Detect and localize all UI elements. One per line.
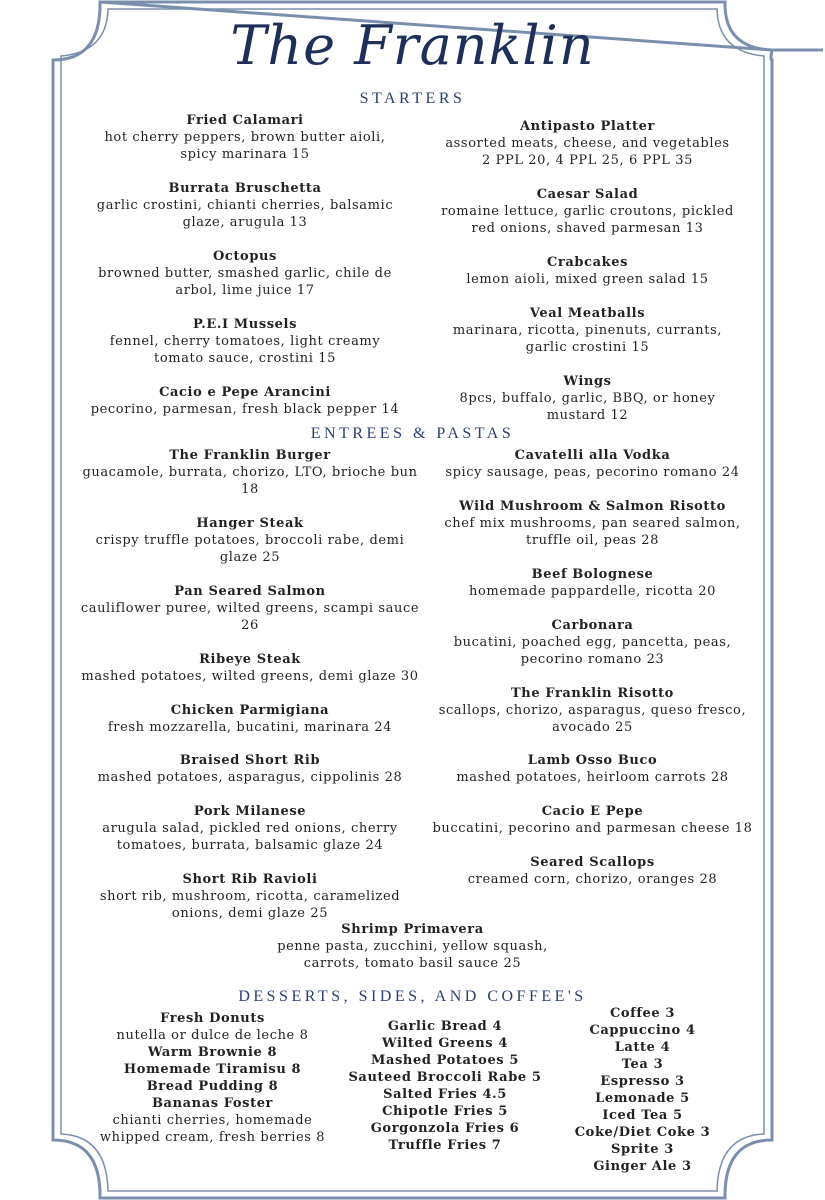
item-name: Cacio E Pepe bbox=[541, 804, 644, 819]
item-desc: spicy sausage, peas, pecorino romano 24 bbox=[445, 465, 740, 480]
item-desc: 26 bbox=[241, 618, 259, 633]
dessert-desc: chianti cherries, homemade bbox=[112, 1113, 313, 1128]
drink-item: Tea 3 bbox=[621, 1057, 664, 1072]
item-desc: arbol, lime juice 17 bbox=[175, 283, 315, 298]
side-item: Sauteed Broccoli Rabe 5 bbox=[348, 1070, 542, 1085]
drinks-list bbox=[570, 1005, 715, 1175]
item-desc: garlic crostini, chianti cherries, balsamic bbox=[96, 198, 394, 213]
item-desc: homemade pappardelle, ricotta 20 bbox=[469, 584, 716, 599]
item-desc: glaze, arugula 13 bbox=[182, 215, 308, 230]
item-name: Antipasto Platter bbox=[520, 119, 655, 134]
menu-item bbox=[425, 617, 760, 668]
item-name: The Franklin Risotto bbox=[511, 686, 674, 701]
menu-item bbox=[425, 305, 750, 356]
side-item: Salted Fries 4.5 bbox=[383, 1087, 507, 1102]
item-desc: glaze 25 bbox=[219, 550, 281, 565]
item-name: Short Rib Ravioli bbox=[182, 872, 318, 887]
item-desc: carrots, tomato basil sauce 25 bbox=[303, 956, 522, 971]
item-name: Burrata Bruschetta bbox=[168, 181, 322, 196]
item-desc: chef mix mushrooms, pan seared salmon, bbox=[444, 516, 741, 531]
menu-item bbox=[425, 685, 760, 736]
item-name: Beef Bolognese bbox=[531, 567, 654, 582]
menu-item bbox=[250, 921, 575, 972]
item-name: P.E.I Mussels bbox=[193, 317, 297, 332]
item-desc: mashed potatoes, wilted greens, demi glaze 30 bbox=[81, 669, 419, 684]
item-name: Hanger Steak bbox=[196, 516, 304, 531]
item-desc: 18 bbox=[241, 482, 259, 497]
dessert-desc: whipped cream, fresh berries 8 bbox=[99, 1130, 326, 1145]
menu-item bbox=[425, 803, 760, 837]
menu-item bbox=[425, 498, 760, 549]
menu-item bbox=[70, 871, 430, 922]
item-desc: garlic crostini 15 bbox=[525, 340, 650, 355]
item-name: Crabcakes bbox=[546, 255, 629, 270]
menu-item bbox=[70, 447, 430, 498]
item-desc: crispy truffle potatoes, broccoli rabe, demi bbox=[95, 533, 405, 548]
item-name: Veal Meatballs bbox=[529, 306, 646, 321]
item-desc: romaine lettuce, garlic croutons, pickled bbox=[441, 204, 734, 219]
dessert-name: Homemade Tiramisu 8 bbox=[123, 1062, 302, 1077]
section-entrees: ENTREES & PASTAS bbox=[310, 425, 515, 442]
menu-item bbox=[70, 515, 430, 566]
sides-list bbox=[340, 1018, 550, 1154]
item-name: Carbonara bbox=[551, 618, 634, 633]
item-desc: mashed potatoes, asparagus, cippolinis 28 bbox=[97, 770, 403, 785]
drink-item: Lemonade 5 bbox=[595, 1091, 690, 1106]
menu-item bbox=[70, 803, 430, 854]
drink-item: Espresso 3 bbox=[600, 1074, 685, 1089]
menu-item bbox=[70, 384, 420, 418]
item-desc: creamed corn, chorizo, oranges 28 bbox=[467, 872, 718, 887]
item-desc: avocado 25 bbox=[552, 720, 633, 735]
item-name: Fried Calamari bbox=[186, 113, 304, 128]
side-item: Wilted Greens 4 bbox=[382, 1036, 508, 1051]
menu-item bbox=[70, 248, 420, 299]
menu-item bbox=[70, 583, 430, 634]
item-desc: fennel, cherry tomatoes, light creamy bbox=[109, 334, 381, 349]
side-item: Mashed Potatoes 5 bbox=[370, 1053, 520, 1068]
drink-item: Coke/Diet Coke 3 bbox=[574, 1125, 711, 1140]
item-desc: tomato sauce, crostini 15 bbox=[154, 351, 336, 366]
item-desc: bucatini, poached egg, pancetta, peas, bbox=[453, 635, 732, 650]
item-desc: penne pasta, zucchini, yellow squash, bbox=[277, 939, 548, 954]
drink-item: Sprite 3 bbox=[611, 1142, 674, 1157]
item-desc: fresh mozzarella, bucatini, marinara 24 bbox=[107, 720, 393, 735]
menu-item bbox=[425, 752, 760, 786]
item-desc: onions, demi glaze 25 bbox=[171, 906, 329, 921]
side-item: Truffle Fries 7 bbox=[388, 1138, 502, 1153]
drink-item: Cappuccino 4 bbox=[589, 1023, 696, 1038]
drink-item: Latte 4 bbox=[614, 1040, 671, 1055]
item-desc: spicy marinara 15 bbox=[180, 147, 310, 162]
item-name: Pork Milanese bbox=[193, 804, 307, 819]
side-item: Garlic Bread 4 bbox=[387, 1019, 503, 1034]
drink-item: Ginger Ale 3 bbox=[593, 1159, 692, 1174]
item-name: Wings bbox=[563, 374, 612, 389]
item-name: Cavatelli alla Vodka bbox=[514, 448, 671, 463]
item-name: Lamb Osso Buco bbox=[527, 753, 658, 768]
menu-item bbox=[70, 752, 430, 786]
item-desc: lemon aioli, mixed green salad 15 bbox=[466, 272, 709, 287]
item-name: Chicken Parmigiana bbox=[170, 703, 330, 718]
item-name: Pan Seared Salmon bbox=[174, 584, 326, 599]
item-name: Octopus bbox=[213, 249, 277, 264]
menu-item bbox=[70, 316, 420, 367]
item-desc: cauliflower puree, wilted greens, scampi sauce bbox=[80, 601, 420, 616]
item-desc: tomatoes, burrata, balsamic glaze 24 bbox=[116, 838, 384, 853]
item-name: Caesar Salad bbox=[536, 187, 639, 202]
drink-item: Coffee 3 bbox=[609, 1006, 676, 1021]
item-desc: scallops, chorizo, asparagus, queso fresco, bbox=[438, 703, 747, 718]
item-name: Seared Scallops bbox=[530, 855, 655, 870]
dessert-name: Warm Brownie 8 bbox=[147, 1045, 278, 1060]
item-desc: short rib, mushroom, ricotta, caramelized bbox=[99, 889, 401, 904]
menu-item bbox=[425, 186, 750, 237]
item-desc: hot cherry peppers, brown butter aioli, bbox=[104, 130, 386, 145]
item-desc: buccatini, pecorino and parmesan cheese 18 bbox=[432, 821, 753, 836]
item-desc: mashed potatoes, heirloom carrots 28 bbox=[456, 770, 729, 785]
item-desc: 2 PPL 20, 4 PPL 25, 6 PPL 35 bbox=[482, 153, 693, 168]
menu-item bbox=[425, 373, 750, 424]
item-name: The Franklin Burger bbox=[169, 448, 331, 463]
item-desc: pecorino, parmesan, fresh black pepper 14 bbox=[90, 402, 400, 417]
item-desc: pecorino romano 23 bbox=[520, 652, 665, 667]
item-desc: marinara, ricotta, pinenuts, currants, bbox=[452, 323, 723, 338]
desserts-list bbox=[90, 1010, 335, 1146]
menu-item bbox=[70, 651, 430, 685]
menu-item bbox=[70, 112, 420, 163]
menu-item bbox=[425, 854, 760, 888]
item-desc: red onions, shaved parmesan 13 bbox=[471, 221, 704, 236]
item-desc: browned butter, smashed garlic, chile de bbox=[98, 266, 392, 281]
item-name: Ribeye Steak bbox=[199, 652, 301, 667]
item-name: Wild Mushroom & Salmon Risotto bbox=[459, 499, 726, 514]
item-name: Shrimp Primavera bbox=[341, 922, 484, 937]
menu-item bbox=[425, 447, 760, 481]
side-item: Gorgonzola Fries 6 bbox=[370, 1121, 520, 1136]
drink-item: Iced Tea 5 bbox=[602, 1108, 683, 1123]
menu-item bbox=[70, 702, 430, 736]
menu-item bbox=[425, 118, 750, 169]
dessert-name: Bread Pudding 8 bbox=[146, 1079, 279, 1094]
menu-item bbox=[425, 566, 760, 600]
section-starters: STARTERS bbox=[359, 90, 466, 107]
dessert-name: Fresh Donuts bbox=[160, 1011, 265, 1026]
item-desc: 8pcs, buffalo, garlic, BBQ, or honey bbox=[459, 391, 716, 406]
dessert-desc: nutella or dulce de leche 8 bbox=[116, 1028, 309, 1043]
menu-item bbox=[425, 254, 750, 288]
item-name: Braised Short Rib bbox=[179, 753, 321, 768]
dessert-name: Bananas Foster bbox=[151, 1096, 274, 1111]
section-desserts: DESSERTS, SIDES, AND COFFEE'S bbox=[238, 988, 587, 1005]
item-desc: arugula salad, pickled red onions, cherry bbox=[102, 821, 398, 836]
item-desc: truffle oil, peas 28 bbox=[526, 533, 659, 548]
restaurant-title: The Franklin bbox=[230, 14, 595, 77]
item-desc: assorted meats, cheese, and vegetables bbox=[445, 136, 730, 151]
item-desc: guacamole, burrata, chorizo, LTO, brioche bun bbox=[82, 465, 418, 480]
item-name: Cacio e Pepe Arancini bbox=[159, 385, 331, 400]
item-desc: mustard 12 bbox=[546, 408, 629, 423]
menu-item bbox=[70, 180, 420, 231]
side-item: Chipotle Fries 5 bbox=[382, 1104, 508, 1119]
